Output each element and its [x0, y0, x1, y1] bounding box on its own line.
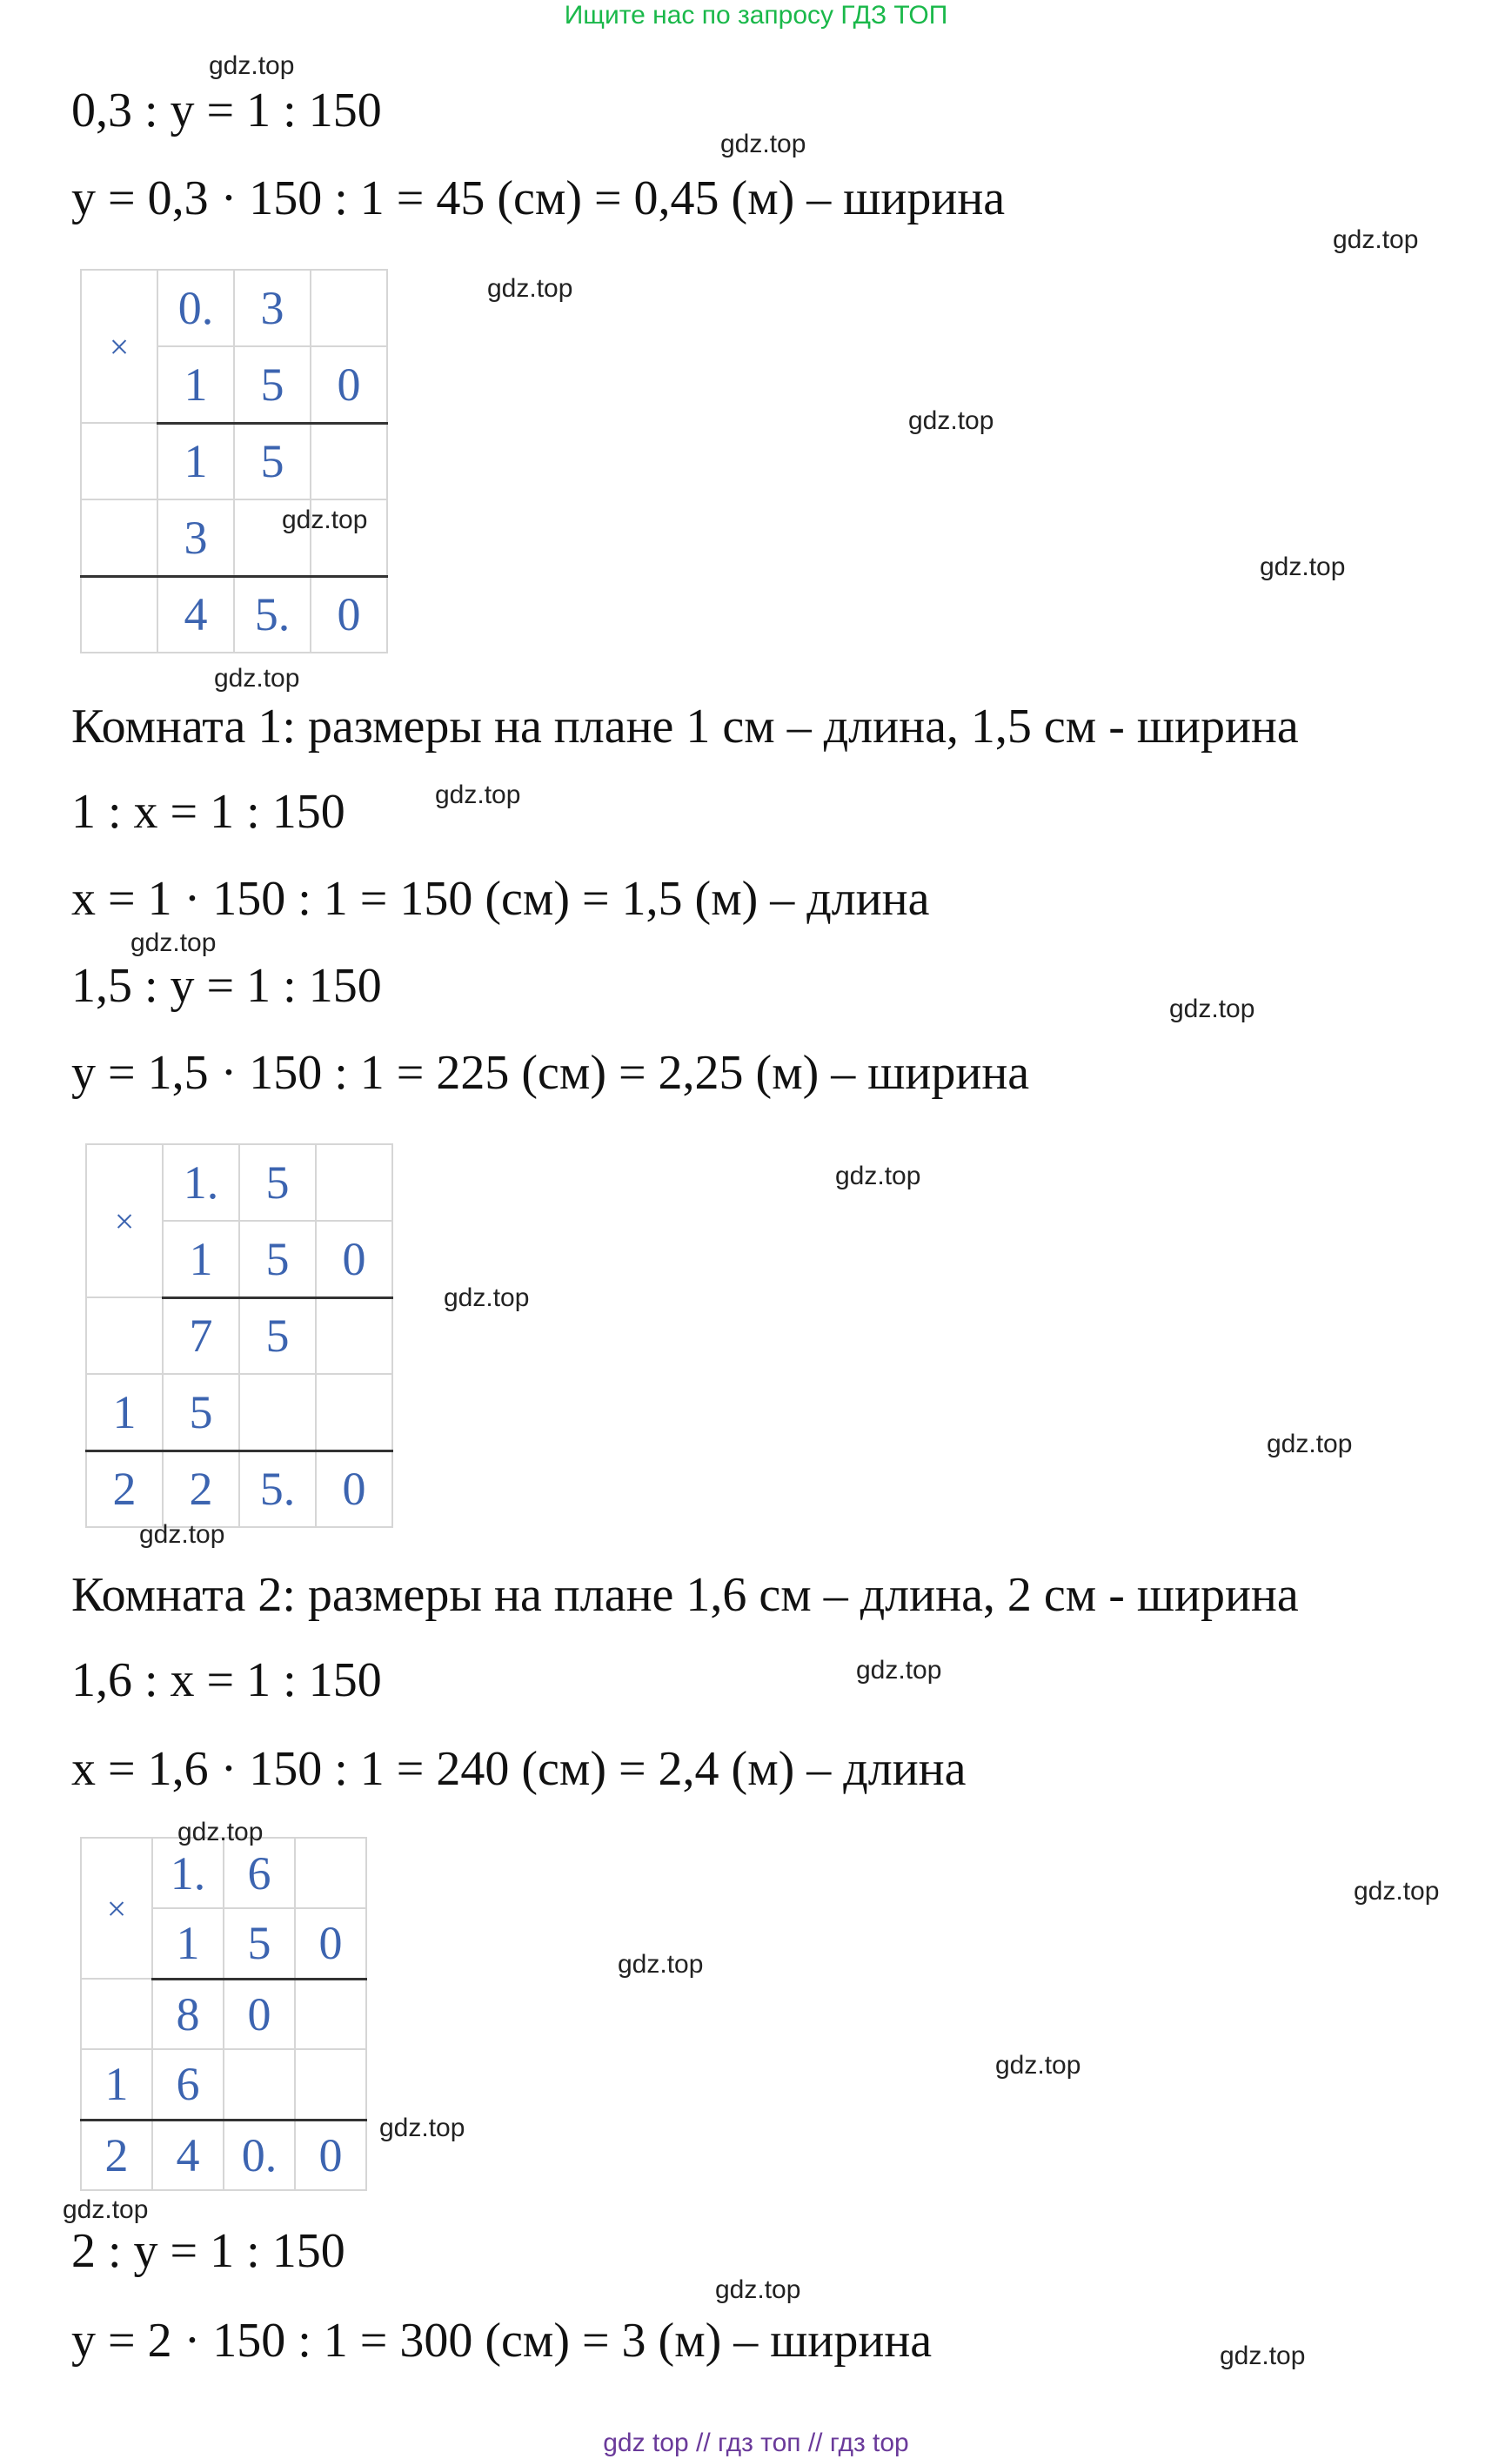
watermark: gdz.top — [1220, 2342, 1306, 2370]
grid-cell: 4 — [157, 576, 234, 653]
grid-cell: 6 — [224, 1838, 295, 1908]
grid-cell: 5 — [239, 1297, 316, 1374]
grid-cell: 1 — [157, 346, 234, 423]
grid-cell: 0. — [224, 2120, 295, 2190]
grid-cell — [224, 2049, 295, 2120]
watermark: gdz.top — [1260, 553, 1346, 581]
equation-line: y = 2 · 150 : 1 = 300 (см) = 3 (м) – ширина — [71, 2314, 933, 2368]
multiplication-grid — [80, 269, 388, 653]
grid-cell: 5 — [163, 1374, 239, 1451]
watermark: gdz.top — [1354, 1877, 1440, 1906]
grid-cell: 5 — [224, 1908, 295, 1979]
equation-line: y = 1,5 · 150 : 1 = 225 (см) = 2,25 (м) – ширина — [71, 1046, 1030, 1100]
watermark: gdz.top — [130, 928, 217, 957]
watermark: gdz.top — [139, 1520, 225, 1549]
grid-cell: 5. — [234, 576, 311, 653]
watermark: gdz.top — [435, 781, 521, 809]
watermark: gdz.top — [618, 1950, 704, 1979]
equation-line: x = 1 · 150 : 1 = 150 (см) = 1,5 (м) – длина — [71, 872, 930, 926]
grid-cell: 1 — [163, 1221, 239, 1297]
grid-cell: 4 — [152, 2120, 224, 2190]
equation-line: 1,5 : y = 1 : 150 — [71, 959, 382, 1013]
grid-cell: 0 — [316, 1451, 392, 1527]
section-heading: Комната 2: размеры на плане 1,6 см – длина, 2 см - ширина — [71, 1568, 1299, 1622]
multiplication-grid — [85, 1143, 393, 1528]
watermark: gdz.top — [1333, 225, 1419, 254]
grid-cell: 5 — [239, 1144, 316, 1221]
grid-cell — [316, 1297, 392, 1374]
grid-cell: 5 — [239, 1221, 316, 1297]
watermark: gdz.top — [214, 664, 300, 693]
grid-cell: 1 — [152, 1908, 224, 1979]
watermark: gdz.top — [63, 2195, 149, 2224]
watermark: gdz.top — [715, 2275, 801, 2304]
equation-line: 0,3 : y = 1 : 150 — [71, 84, 382, 137]
grid-cell: 8 — [152, 1979, 224, 2049]
equation-line: 1 : x = 1 : 150 — [71, 785, 345, 839]
grid-cell: 0. — [157, 270, 234, 346]
grid-cell — [81, 423, 157, 499]
watermark: gdz.top — [282, 506, 368, 534]
watermark: gdz.top — [835, 1162, 921, 1190]
grid-cell: 0 — [295, 1908, 366, 1979]
grid-cell: 0 — [316, 1221, 392, 1297]
grid-cell — [316, 1144, 392, 1221]
watermark: gdz.top — [1169, 995, 1255, 1023]
watermark: gdz.top — [995, 2051, 1081, 2080]
grid-cell — [81, 576, 157, 653]
watermark: gdz.top — [908, 406, 994, 435]
watermark: gdz.top — [177, 1818, 264, 1846]
grid-cell — [316, 1374, 392, 1451]
watermark: gdz.top — [1267, 1430, 1353, 1458]
grid-cell: 3 — [157, 499, 234, 576]
equation-line: 2 : y = 1 : 150 — [71, 2224, 345, 2278]
grid-cell — [295, 1838, 366, 1908]
grid-cell: 3 — [234, 270, 311, 346]
grid-cell: 1 — [157, 423, 234, 499]
grid-cell — [295, 1979, 366, 2049]
grid-cell: 2 — [163, 1451, 239, 1527]
grid-cell — [239, 1374, 316, 1451]
grid-cell: 6 — [152, 2049, 224, 2120]
header-banner[interactable]: Ищите нас по запросу ГДЗ ТОП — [564, 1, 948, 30]
equation-line: 1,6 : x = 1 : 150 — [71, 1653, 382, 1707]
multiply-sign: × — [81, 1838, 152, 1979]
watermark: gdz.top — [720, 130, 806, 158]
multiply-sign: × — [81, 270, 157, 423]
grid-cell: 7 — [163, 1297, 239, 1374]
grid-cell: 0 — [311, 576, 387, 653]
grid-cell — [86, 1297, 163, 1374]
watermark: gdz.top — [209, 51, 295, 80]
grid-cell: 2 — [81, 2120, 152, 2190]
grid-cell — [295, 2049, 366, 2120]
grid-cell — [81, 1979, 152, 2049]
grid-cell: 5 — [234, 423, 311, 499]
grid-cell: 0 — [295, 2120, 366, 2190]
grid-cell: 0 — [224, 1979, 295, 2049]
equation-line: x = 1,6 · 150 : 1 = 240 (см) = 2,4 (м) – длина — [71, 1742, 967, 1796]
grid-cell: 1. — [163, 1144, 239, 1221]
grid-cell — [311, 423, 387, 499]
grid-cell: 2 — [86, 1451, 163, 1527]
grid-cell: 5. — [239, 1451, 316, 1527]
footer-links[interactable]: gdz top // гдз топ // гдз top — [603, 2429, 909, 2457]
equation-line: y = 0,3 · 150 : 1 = 45 (см) = 0,45 (м) – ширина — [71, 171, 1006, 225]
watermark: gdz.top — [379, 2114, 465, 2142]
grid-cell: 0 — [311, 346, 387, 423]
multiply-sign: × — [86, 1144, 163, 1297]
watermark: gdz.top — [856, 1656, 942, 1685]
section-heading: Комната 1: размеры на плане 1 см – длина, 1,5 см - ширина — [71, 700, 1299, 754]
multiplication-grid — [80, 1837, 367, 2191]
grid-cell — [81, 499, 157, 576]
grid-cell: 1 — [81, 2049, 152, 2120]
watermark: gdz.top — [444, 1283, 530, 1312]
grid-cell — [311, 270, 387, 346]
grid-cell: 5 — [234, 346, 311, 423]
watermark: gdz.top — [487, 274, 573, 303]
grid-cell: 1 — [86, 1374, 163, 1451]
grid-cell: 1. — [152, 1838, 224, 1908]
